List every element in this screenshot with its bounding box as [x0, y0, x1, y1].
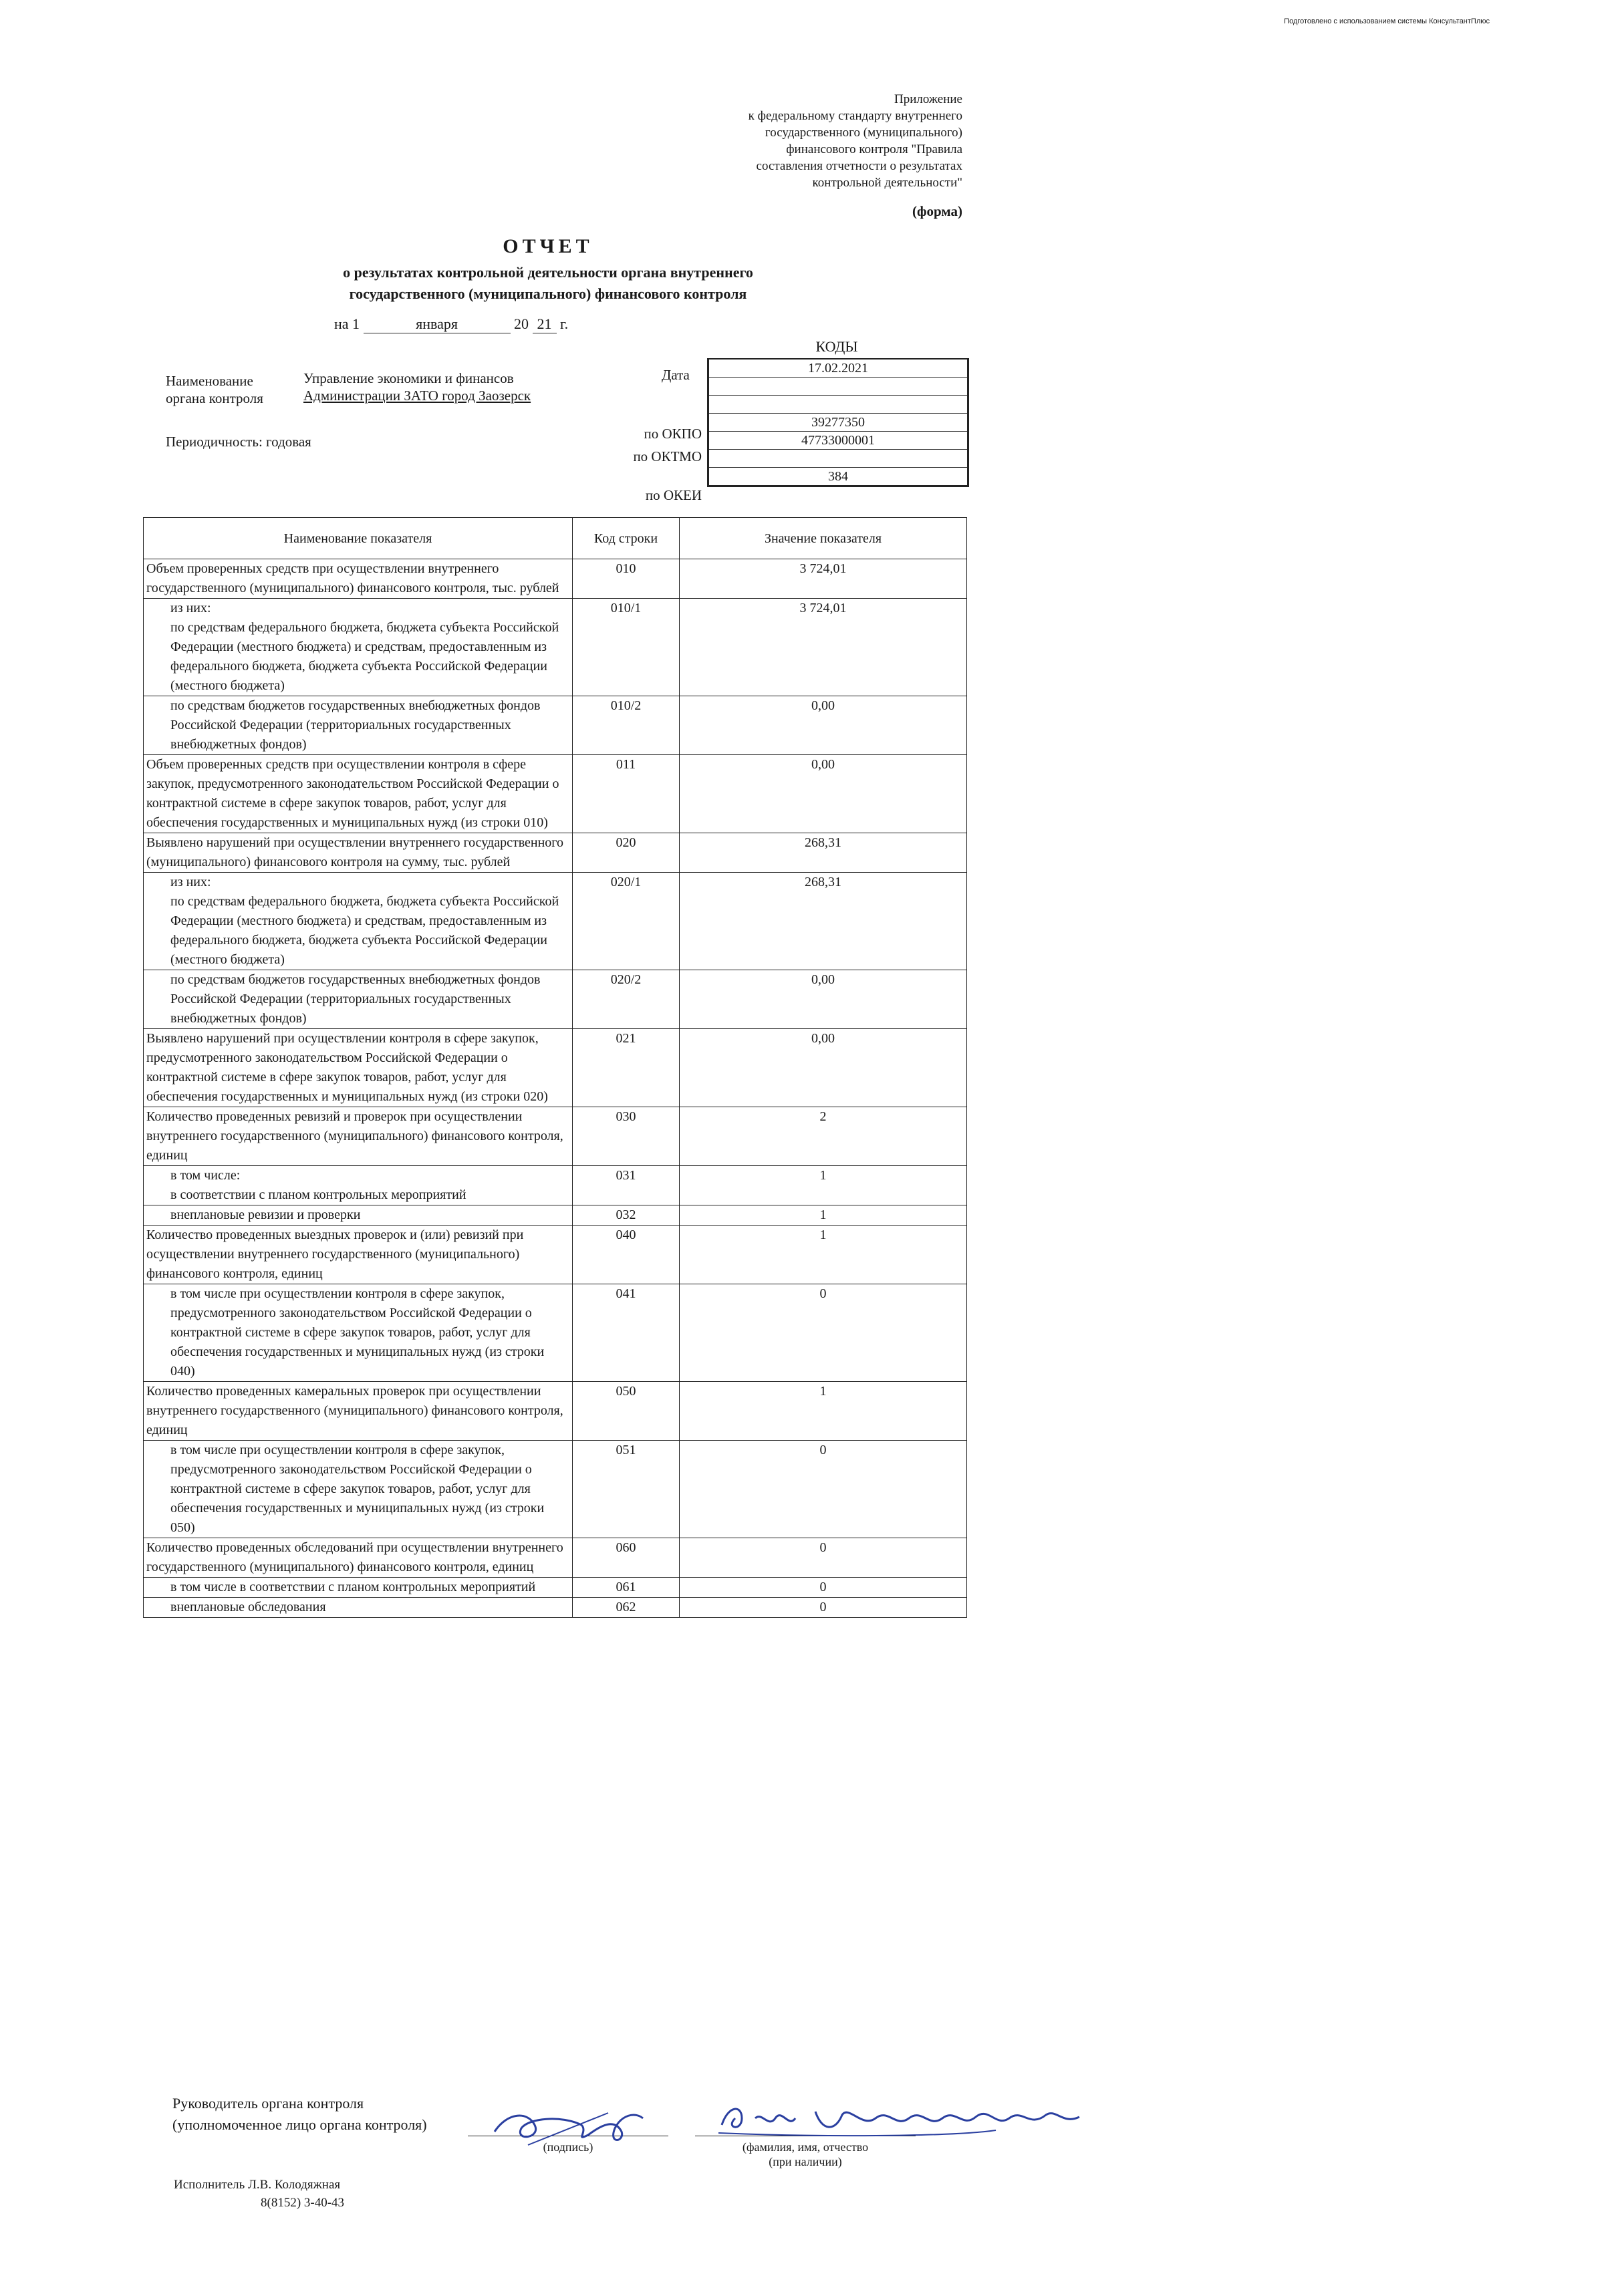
table-row	[144, 559, 967, 599]
row-code: 010/1	[573, 599, 680, 696]
appendix-line: к федеральному стандарту внутреннего	[748, 109, 962, 123]
row-name: внеплановые ревизии и проверки	[144, 1205, 573, 1226]
row-value: 3 724,01	[680, 599, 967, 696]
header-name: Наименование показателя	[144, 518, 573, 559]
report-title: ОТЧЕТ	[503, 235, 593, 257]
appendix-line: составления отчетности о результатах	[756, 159, 962, 173]
row-value: 0	[680, 1538, 967, 1578]
table-row	[144, 1382, 967, 1441]
row-value: 268,31	[680, 873, 967, 970]
row-code: 021	[573, 1029, 680, 1107]
org-label	[166, 372, 263, 407]
appendix-line: Приложение	[894, 92, 962, 106]
table-row	[144, 833, 967, 873]
row-name: Количество проведенных выездных проверок и (или) ревизий при осуществлении внутреннего государственного (муниципального) финансового контроля, единиц	[144, 1226, 573, 1284]
row-name: из них: по средствам федерального бюджета, бюджета субъекта Российской Федерации (местного бюджета) и средствам, предоставленным из федерального бюджета, бюджета субъекта Российской Федерации (местного бюджета)	[144, 599, 573, 696]
row-code: 010	[573, 559, 680, 599]
org-name	[303, 370, 531, 404]
report-subtitle	[254, 262, 842, 305]
date-label: Дата	[662, 367, 690, 383]
date-year-prefix: 20	[514, 315, 529, 332]
table-row	[144, 1284, 967, 1382]
row-value: 0	[680, 1578, 967, 1598]
row-code: 062	[573, 1598, 680, 1618]
name-caption-line: (при наличии)	[769, 2155, 842, 2168]
org-label-line: органа контроля	[166, 390, 263, 406]
codes-date: 17.02.2021	[709, 360, 967, 378]
row-value: 1	[680, 1382, 967, 1441]
signature-caption: (подпись)	[543, 2140, 593, 2154]
org-name-line: Администрации ЗАТО город Заозерск	[303, 388, 531, 404]
codes-empty	[709, 450, 967, 468]
date-suffix: г.	[560, 315, 569, 332]
oktmo-label: по ОКТМО	[633, 448, 702, 464]
row-name: Объем проверенных средств при осуществлении контроля в сфере закупок, предусмотренного законодательством Российской Федерации о контрактной системе в сфере закупок товаров, работ, услуг для обеспечения государственных и муниципальных нужд (из строки 010)	[144, 755, 573, 833]
date-prefix: на 1	[334, 315, 360, 332]
table-row	[144, 1107, 967, 1166]
row-value: 0,00	[680, 696, 967, 755]
appendix-line: финансового контроля "Правила	[786, 142, 962, 156]
row-value: 2	[680, 1107, 967, 1166]
table-row	[144, 1166, 967, 1205]
row-code: 040	[573, 1226, 680, 1284]
row-value: 268,31	[680, 833, 967, 873]
signature-block	[172, 2093, 427, 2136]
table-row	[144, 873, 967, 970]
row-name: Количество проведенных камеральных проверок при осуществлении внутреннего государственного (муниципального) финансового контроля, единиц	[144, 1382, 573, 1441]
row-code: 030	[573, 1107, 680, 1166]
subtitle-line: государственного (муниципального) финансового контроля	[349, 285, 747, 302]
row-name: по средствам бюджетов государственных внебюджетных фондов Российской Федерации (территориальных государственных внебюджетных фондов)	[144, 696, 573, 755]
codes-okei: 384	[828, 469, 848, 484]
row-code: 020/2	[573, 970, 680, 1029]
indicators-table	[143, 517, 967, 1618]
name-caption	[695, 2140, 916, 2169]
row-name: Объем проверенных средств при осуществлении внутреннего государственного (муниципального) финансового контроля, тыс. рублей	[144, 559, 573, 599]
row-name: по средствам бюджетов государственных внебюджетных фондов Российской Федерации (территориальных государственных внебюджетных фондов)	[144, 970, 573, 1029]
codes-oktmo: 47733000001	[709, 432, 967, 450]
row-code: 020/1	[573, 873, 680, 970]
table-row	[144, 1578, 967, 1598]
row-code: 020	[573, 833, 680, 873]
row-value: 1	[680, 1166, 967, 1205]
row-name: в том числе при осуществлении контроля в сфере закупок, предусмотренного законодательством Российской Федерации о контрактной системе в сфере закупок товаров, работ, услуг для обеспечения государственных и муниципальных нужд (из строки 040)	[144, 1284, 573, 1382]
row-code: 050	[573, 1382, 680, 1441]
okei-label: по ОКЕИ	[645, 487, 702, 503]
table-row	[144, 1441, 967, 1538]
row-value: 1	[680, 1205, 967, 1226]
table-row	[144, 1598, 967, 1618]
row-name: внеплановые обследования	[144, 1598, 573, 1618]
signature-scribble	[488, 2105, 648, 2152]
row-code: 010/2	[573, 696, 680, 755]
appendix-header	[722, 91, 962, 191]
signature-label: Руководитель органа контроля	[172, 2095, 364, 2112]
codes-empty	[709, 378, 967, 396]
executor-name: Исполнитель Л.В. Колодяжная	[174, 2178, 341, 2192]
form-label: (форма)	[912, 203, 962, 219]
row-code: 041	[573, 1284, 680, 1382]
header-value: Значение показателя	[680, 518, 967, 559]
periodicity: Периодичность: годовая	[166, 434, 311, 450]
table-row	[144, 1538, 967, 1578]
row-name: Количество проведенных обследований при осуществлении внутреннего государственного (муниципального) финансового контроля, единиц	[144, 1538, 573, 1578]
row-name: Выявлено нарушений при осуществлении внутреннего государственного (муниципального) финансового контроля на сумму, тыс. рублей	[144, 833, 573, 873]
codes-okpo: 39277350	[709, 414, 967, 432]
row-value: 0,00	[680, 755, 967, 833]
okpo-label: по ОКПО	[644, 426, 702, 442]
date-month: января	[364, 315, 511, 333]
appendix-line: государственного (муниципального)	[765, 126, 962, 140]
row-value: 1	[680, 1226, 967, 1284]
table-row	[144, 755, 967, 833]
report-date	[334, 315, 568, 333]
row-value: 0	[680, 1441, 967, 1538]
name-handwriting	[715, 2098, 1089, 2138]
header-code: Код строки	[573, 518, 680, 559]
org-label-line: Наименование	[166, 373, 253, 389]
row-code: 061	[573, 1578, 680, 1598]
row-value: 0	[680, 1284, 967, 1382]
name-caption-line: (фамилия, имя, отчество	[742, 2140, 869, 2154]
codes-empty	[709, 396, 967, 414]
signature-label: (уполномоченное лицо органа контроля)	[172, 2116, 427, 2133]
row-name: из них: по средствам федерального бюджета, бюджета субъекта Российской Федерации (местного бюджета) и средствам, предоставленным из федерального бюджета, бюджета субъекта Российской Федерации (местного бюджета)	[144, 873, 573, 970]
row-code: 011	[573, 755, 680, 833]
row-name: в том числе при осуществлении контроля в сфере закупок, предусмотренного законодательством Российской Федерации о контрактной системе в сфере закупок товаров, работ, услуг для обеспечения государственных и муниципальных нужд (из строки 050)	[144, 1441, 573, 1538]
org-name-line: Управление экономики и финансов	[303, 370, 514, 386]
row-value: 0	[680, 1598, 967, 1618]
row-name: в том числе в соответствии с планом контрольных мероприятий	[144, 1578, 573, 1598]
row-name: в том числе: в соответствии с планом контрольных мероприятий	[144, 1166, 573, 1205]
row-name: Количество проведенных ревизий и проверок при осуществлении внутреннего государственного (муниципального) финансового контроля, единиц	[144, 1107, 573, 1166]
codes-header: КОДЫ	[815, 338, 858, 355]
row-code: 031	[573, 1166, 680, 1205]
table-row	[144, 1029, 967, 1107]
table-row	[144, 1205, 967, 1226]
row-value: 0,00	[680, 1029, 967, 1107]
appendix-line: контрольной деятельности"	[812, 176, 962, 190]
watermark: Подготовлено с использованием системы КонсультантПлюс	[1284, 17, 1490, 25]
subtitle-line: о результатах контрольной деятельности органа внутреннего	[343, 264, 753, 281]
table-row	[144, 970, 967, 1029]
row-name: Выявлено нарушений при осуществлении контроля в сфере закупок, предусмотренного законодательством Российской Федерации о контрактной системе в сфере закупок товаров, работ, услуг для обеспечения государственных и муниципальных нужд (из строки 020)	[144, 1029, 573, 1107]
row-code: 060	[573, 1538, 680, 1578]
date-year: 21	[533, 315, 557, 333]
executor-phone: 8(8152) 3-40-43	[261, 2196, 345, 2210]
codes-box	[707, 358, 969, 487]
row-code: 051	[573, 1441, 680, 1538]
row-value: 0,00	[680, 970, 967, 1029]
row-code: 032	[573, 1205, 680, 1226]
row-value: 3 724,01	[680, 559, 967, 599]
executor-info	[174, 2176, 344, 2212]
table-row	[144, 696, 967, 755]
table-row	[144, 599, 967, 696]
table-row	[144, 1226, 967, 1284]
